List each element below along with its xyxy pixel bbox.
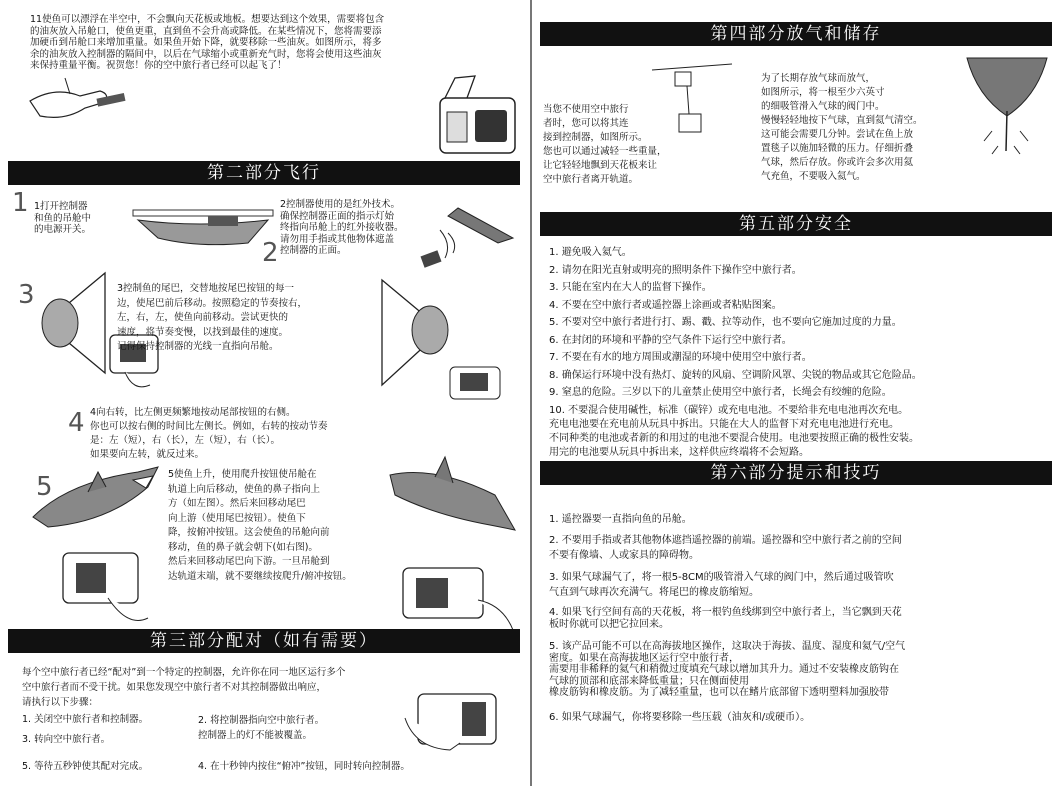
section-title-part5: 第五部分安全 — [540, 212, 1052, 236]
shark-up-illustration — [28, 462, 163, 537]
step-5-text: 5使鱼上升，使用爬升按钮使吊舱在 轨道上向后移动，使鱼的鼻子指向上 方（如左图）。然后来回移动尾巴 向上游（使用尾巴按钮）。使鱼下 降，按俯冲按钮。这会使鱼的吊舱向前 移动，鱼的鼻子就会朝下(如右图)。 然后来回移动尾巴向下游。一旦吊舱到 达轨道末端，就不要继续按爬升/俯冲按钮。 — [168, 469, 352, 582]
section-title-part3: 第三部分配对（如有需要） — [8, 629, 520, 653]
pairing-step-5: 5. 等待五秒钟使其配对完成。 — [22, 761, 149, 772]
step-number-3: 3 — [18, 280, 35, 310]
safety-list — [549, 246, 1049, 460]
pairing-intro: 每个空中旅行者已经“配对”到一个特定的控制器，允许你在同一地区运行多个 空中旅行者而不受干扰。如果您发现空中旅行者不对其控制器做出响应， 请执行以下步骤： — [22, 667, 346, 708]
tip-item: 2. 不要用手指或者其他物体遮挡遥控器的前端。遥控器和空中旅行者之前的空间 不要有像墙、人或家具的障碍物。 — [549, 535, 902, 561]
tip-item: 6. 如果气球漏气，你将要移除一些压载（油灰和/或硬币）。 — [549, 711, 811, 723]
controller-storage-illustration — [435, 70, 520, 160]
controller-up-illustration — [58, 548, 153, 628]
safety-item: 2. 请勿在阳光直射或明亮的照明条件下操作空中旅行者。 — [549, 264, 802, 276]
pairing-step-1: 1. 关闭空中旅行者和控制器。 — [22, 714, 149, 725]
storage-docking-text: 当您不使用空中旅行 者时，您可以将其连 接到控制器，如图所示。 您也可以通过减轻一些重量， 让它轻轻地飘到天花板来让 空中旅行者离开轨道。 — [543, 104, 667, 185]
section-title-part6: 第六部分提示和技巧 — [540, 461, 1052, 485]
right-page — [537, 0, 1057, 786]
intro-text: 11使鱼可以漂浮在半空中，不会飘向天花板或地板。想要达到这个效果，需要将包含 的油灰放入吊舱口，使鱼更重，直到鱼不会升高或降低。在某些情况下，您将需要添 加硬币到吊舱口来增加重量。如果鱼开始下降，就要移除一些油灰。如图所示，将多 余的油灰放入控制器的隔间中，以后在气球缩小或重新充气时，您将会使用这些油灰 来保持重量平衡。祝贺您！你的空中旅行者已经可以起飞了！ — [30, 14, 385, 71]
controller-pairing-illustration — [400, 688, 520, 756]
left-page — [0, 0, 528, 786]
section-title-part4: 第四部分放气和储存 — [540, 22, 1052, 46]
step-4-text: 4向右转，比左侧更频繁地按动尾部按钮的右侧。 你也可以按右侧的时间比左侧长。例如，右转的按动节奏 是：左（短），右（长），左（短），右（长）。 如果要向左转，就反过来。 — [90, 407, 328, 460]
deflate-straw-illustration — [962, 56, 1052, 156]
step-number-4: 4 — [68, 408, 85, 438]
step-number-2: 2 — [262, 238, 279, 268]
safety-item: 10. 不要混合使用碱性，标准（碳锌）或充电电池。不要给非充电电池再次充电。 充电电池要在充电前从玩具中拆出。只能在大人的监督下对充电电池进行充电。 不同种类的电池或者新的和用过的电池不要混合使用。电池要按照正确的极性安装。 用完的电池要从玩具中拆出来，这样供应终端将不会短路。 — [549, 404, 919, 458]
safety-item: 6. 在封闭的环境和平静的空气条件下运行空中旅行者。 — [549, 334, 792, 346]
shark-down-illustration — [385, 455, 523, 545]
putty-hand-illustration — [25, 66, 135, 126]
safety-item: 1. 避免吸入氦气。 — [549, 247, 632, 258]
infrared-signal-illustration — [418, 198, 523, 270]
deflation-text: 为了长期存放气球而放气， 如图所示，将一根至少六英寸 的细吸管滑入气球的阀门中。 慢慢轻轻地按下气球，直到氦气清空。 这可能会需要几分钟。尝试在鱼上放 置毯子以施加轻微的压力。仔细折叠 气球，然后存放。你或许会多次用氦 气充鱼，不要吸入氦气。 — [761, 73, 923, 182]
safety-item: 3. 只能在室内在大人的监督下操作。 — [549, 282, 712, 293]
controller-down-illustration — [398, 560, 518, 635]
tip-item: 3. 如果气球漏气了，将一根5-8CM的吸管滑入气球的阀门中，然后通过吸管吹 气直到气球再次充满气。将尾巴的橡皮筋缩短。 — [549, 572, 894, 598]
section-title-part2: 第二部分飞行 — [8, 161, 520, 185]
step-2-text: 2控制器使用的是红外技术。 确保控制器正面的指示灯始 终指向吊舱上的红外接收器。 请勿用手指或其他物体遮盖 控制器的正面。 — [280, 199, 404, 256]
step-3-text: 3控制鱼的尾巴，交替地按尾巴按钮的每一 边，使尾巴前后移动。按照稳定的节奏按右， 左，右，左，使鱼向前移动。尝试更快的 速度，将节奏变慢，以找到最佳的速度。 记得保持控制器的光线一直指向吊舱。 — [117, 283, 308, 352]
safety-item: 5. 不要对空中旅行者进行打、踢、戳、拉等动作，也不要向它施加过度的力量。 — [549, 317, 902, 328]
safety-item: 9. 窒息的危险。三岁以下的儿童禁止使用空中旅行者，长绳会有绞缠的危险。 — [549, 387, 892, 398]
safety-item: 7. 不要在有水的地方周围或潮湿的环境中使用空中旅行者。 — [549, 352, 812, 363]
step-number-5: 5 — [36, 472, 53, 502]
tip-item: 1. 遥控器要一直指向鱼的吊舱。 — [549, 514, 692, 525]
step-1-text: 1打开控制器 和鱼的吊舱中 的电源开关。 — [34, 201, 92, 235]
page-divider — [530, 0, 532, 786]
tail-right-illustration — [372, 275, 522, 405]
tip-item: 5. 该产品可能不可以在高海拔地区操作，这取决于海拔、温度、湿度和氦气/空气 密度。如果在高海拔地区运行空中旅行者， 需要用非稀释的氦气和稍微过度填充气球以增加其升力。通过不安装橡皮筋钩在 气球的顶部和底部来降低重量；只在侧面使用 橡皮筋钩和橡皮筋。为了减轻重量，也可以在鳍片底部留下透明塑料加强胶带 — [549, 641, 906, 698]
safety-item: 8. 确保运行环境中没有热灯、旋转的风扇、空调阶风罩、尖锐的物品或其它危险品。 — [549, 369, 922, 381]
tips-list — [549, 513, 1049, 724]
tip-item: 4. 如果飞行空间有高的天花板，将一根钓鱼线绑到空中旅行者上，当它飘到天花 板时你就可以把它拉回来。 — [549, 607, 902, 630]
pairing-step-4: 4. 在十秒钟内按住“俯冲”按钮，同时转向控制器。 — [198, 761, 410, 772]
pairing-step-3: 3. 转向空中旅行者。 — [22, 734, 111, 745]
fish-gondola-illustration — [128, 198, 278, 248]
safety-item: 4. 不要在空中旅行者或遥控器上涂画或者粘贴图案。 — [549, 299, 782, 311]
step-number-1: 1 — [12, 188, 29, 218]
pairing-step-2: 2. 将控制器指向空中旅行者。 控制器上的灯不能被覆盖。 — [198, 715, 325, 741]
